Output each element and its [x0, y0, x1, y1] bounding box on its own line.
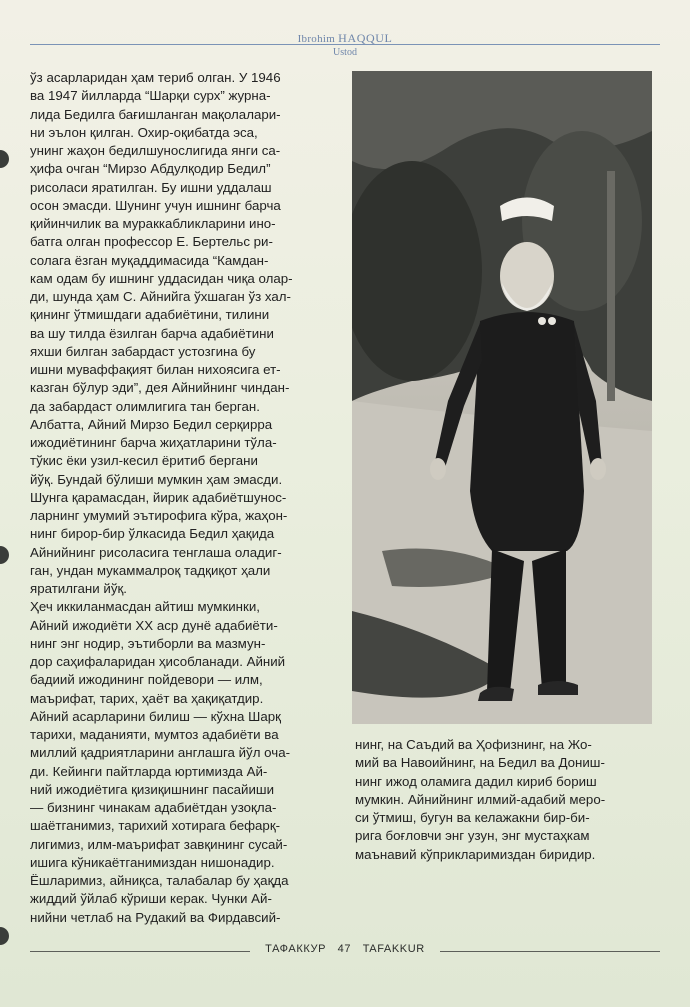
page-footer	[0, 943, 690, 955]
text-line: Шунга қарамасдан, йирик адабиётшунос-	[30, 489, 287, 505]
text-line: нинг, на Саъдий ва Ҳофизнинг, на Жо-	[355, 737, 592, 752]
text-line: осон эмасди. Шунинг учун ишнинг барча	[30, 197, 281, 213]
text-line: шаётганимиз, тарихий хотирага бефарқ-	[30, 818, 281, 834]
portrait-photo	[352, 71, 652, 724]
text-line: маънавий кўприкларимиздан биридир.	[355, 846, 596, 862]
text-line: тўкис ёки узил-кесил ёритиб бергани	[30, 453, 258, 469]
text-line: нинг бирор-бир ўлкасида Бедил ҳақида	[30, 526, 275, 542]
text-line: нинг ижод оламига дадил кириб бориш	[355, 773, 597, 789]
text-line: миллий қадриятларини англашга йўл оча-	[30, 745, 291, 761]
text-line: кам одам бу ишнинг уддасидан чиқа олар-	[30, 270, 293, 286]
text-line: ўз асарларидан ҳам териб олган. У 1946	[30, 70, 281, 85]
text-line: тарихи, маданияти, мумтоз адабиёти ва	[30, 727, 279, 742]
text-line: Айнийнинг рисоласига тенглаша оладиг-	[30, 544, 282, 560]
text-line: қийинчилик ва мураккабликларини ино-	[30, 216, 276, 231]
portrait-photo-image	[352, 71, 652, 724]
text-line: яхши билган забардаст устозгина бу	[30, 343, 256, 359]
text-line: нийни четлаб на Рудакий ва Фирдавсий-	[30, 909, 281, 925]
text-line: ижодиётининг барча жиҳатларини тўла-	[30, 435, 277, 450]
text-line: Айний асарларини билиш — кўхна Шарқ	[30, 708, 281, 724]
text-line: унинг жаҳон бедилшунослигида янги са-	[30, 143, 281, 158]
text-line: Ҳеч иккиланмасдан айтиш мумкинки,	[30, 599, 260, 615]
text-line: қининг ўтмишдаги адабиётини, тилини	[30, 307, 270, 323]
text-line: ди, шунда ҳам С. Айнийга ўхшаган ўз хал-	[30, 289, 291, 304]
text-line: ҳифа очган “Мирзо Абдулқодир Бедил”	[30, 161, 271, 177]
text-line: си ўтмиш, бугун ва келажакни бир-би-	[355, 810, 590, 825]
text-line: казган бўлур эди”, дея Айнийнинг чиндан-	[30, 380, 290, 396]
text-line: мий ва Навоийнинг, на Бедил ва Дониш-	[355, 755, 605, 771]
text-line: рига боғловчи энг узун, энг мустаҳкам	[355, 828, 590, 844]
page-number: 47	[337, 943, 352, 955]
author-last-name: HAQQUL	[338, 31, 393, 45]
text-line: нинг энг нодир, эътиборли ва мазмун-	[30, 635, 266, 651]
article-column-right	[355, 736, 653, 864]
binder-hole	[0, 150, 9, 168]
text-line: Айний ижодиёти XX аср дунё адабиёти-	[30, 617, 278, 633]
text-line: лида Бедилга бағишланган мақолалари-	[30, 106, 281, 122]
text-line: ва 1947 йилларда “Шарқи сурх” журна-	[30, 88, 271, 104]
text-line: Ёшларимиз, айниқса, талабалар бу ҳақда	[30, 873, 289, 888]
text-line: Албатта, Айний Мирзо Бедил серқирра	[30, 416, 273, 432]
text-line: ишни муваффақият билан нихоясига ет-	[30, 362, 281, 377]
article-column-left	[30, 69, 330, 927]
binder-hole	[0, 546, 9, 564]
text-line: яратилгани йўқ.	[30, 581, 127, 596]
text-line: ди. Кейинги пайтларда юртимизда Ай-	[30, 763, 268, 779]
author-first-name: Ibrohim	[297, 33, 336, 45]
running-header-section: Ustod	[333, 47, 357, 58]
text-line: йўқ. Бундай бўлиши мумкин ҳам эмасди.	[30, 471, 283, 487]
text-line: рисоласи яратилган. Бу ишни уддалаш	[30, 179, 272, 195]
text-line: ишига кўникаётганимиздан нишонадир.	[30, 854, 275, 870]
text-line: дор саҳифаларидан ҳисобланади. Айний	[30, 654, 286, 669]
text-line: лигимиз, илм-маърифат завқининг сусай-	[30, 836, 288, 852]
running-header-author	[0, 31, 690, 46]
text-line: солага ёзган муқаддимасида “Камдан-	[30, 252, 269, 268]
text-line: батга олган профессор Е. Бертельс ри-	[30, 234, 273, 250]
text-line: ган, ундан мукаммалроқ тадқиқот ҳали	[30, 562, 271, 578]
footer-brand-cyrillic: ТАФАККУР	[265, 943, 327, 955]
text-line: да забардаст олимлигига тан берган.	[30, 398, 260, 414]
text-line: ларнинг умумий эътирофига кўра, жаҳон-	[30, 508, 288, 523]
text-line: ний ижодиётига қизиқишнинг пасайиши	[30, 781, 274, 797]
text-line: ни эълон қилган. Охир-оқибатда эса,	[30, 124, 258, 140]
text-line: ва шу тилда ёзилган барча адабиётини	[30, 325, 274, 341]
footer-brand-latin: TAFAKKUR	[362, 943, 425, 955]
text-line: — бизнинг чинакам адабиётдан узоқла-	[30, 800, 277, 815]
text-line: мумкин. Айнийнинг илмий-адабий меро-	[355, 791, 606, 807]
text-line: маърифат, тарих, ҳаёт ва ҳақиқатдир.	[30, 690, 264, 706]
text-line: жиддий ўйлаб кўриши керак. Чунки Ай-	[30, 891, 272, 907]
text-line: бадиий ижодининг пойдевори — илм,	[30, 672, 263, 688]
